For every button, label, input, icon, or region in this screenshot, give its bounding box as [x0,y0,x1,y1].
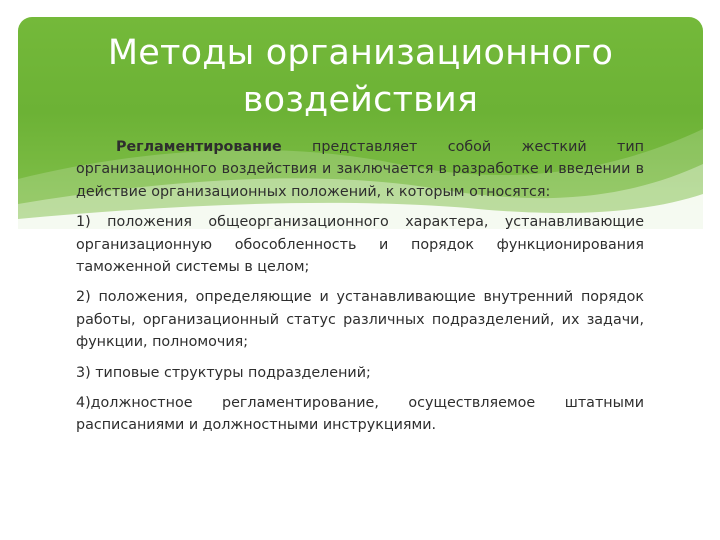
intro-term: Регламентирование [116,139,282,155]
title-line-1: Методы организационного [107,33,614,73]
list-item-3: 3) типовые структуры подразделений; [76,364,371,381]
list-item-2: 2) положения, определяющие и устанавливающие внутренний порядок работы, организационный статус различных подразделений, их задачи, функции, полномочия; [76,289,644,351]
slide-title [18,30,703,124]
list-item-1: 1) положения общеорганизационного характера, устанавливающие организационную обособленность и порядок функционирования таможенной системы в целом; [76,214,644,276]
list-item-4: 4)должностное регламентирование, осуществляемое штатными расписаниями и должностными инструкциями. [76,395,644,434]
title-line-2: воздействия [242,80,479,120]
intro-paragraph [76,136,644,203]
intro-text: представляет собой жесткий тип организационного воздействия и заключается в разработке и введении в действие организационных положений, к которым относятся: [76,139,644,200]
body-text [76,136,644,445]
